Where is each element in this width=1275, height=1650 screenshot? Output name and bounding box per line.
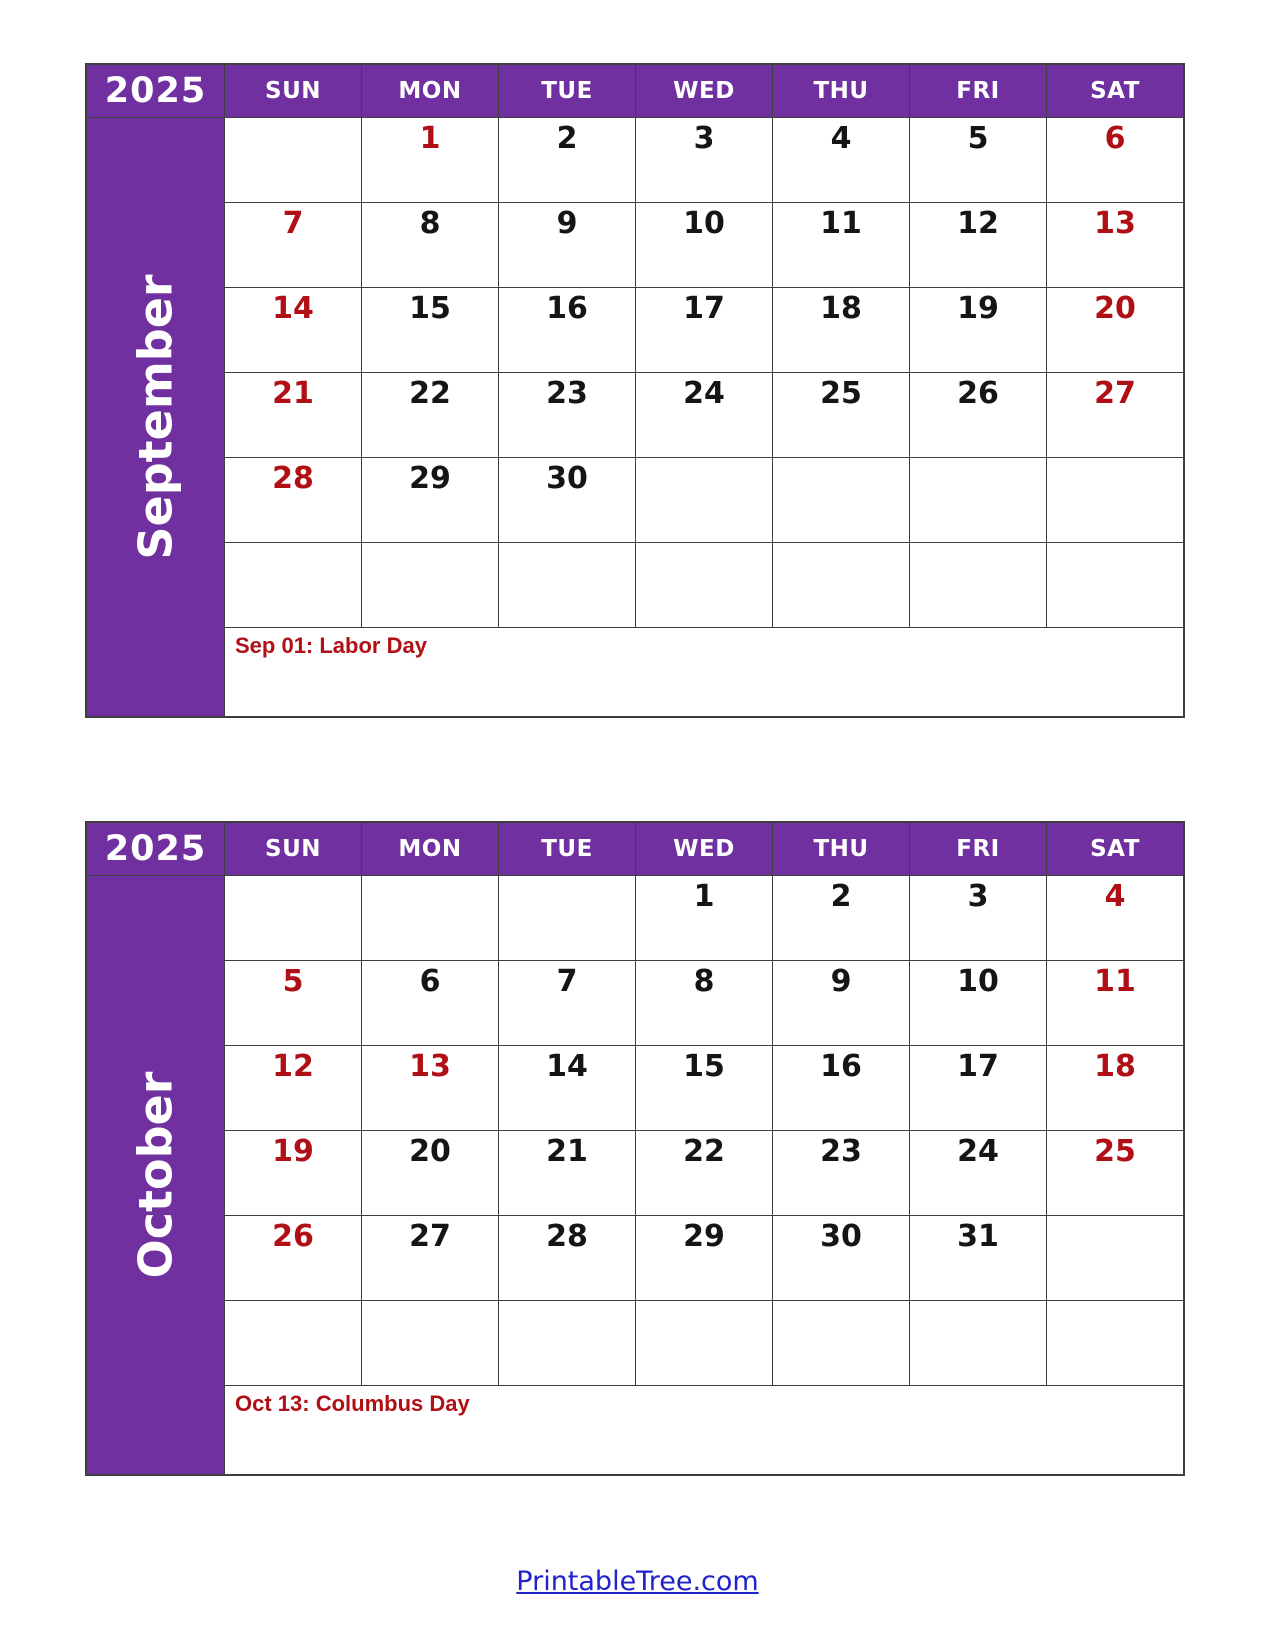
day-cell	[362, 543, 498, 627]
weekday-header-tue: TUE	[499, 65, 635, 117]
day-cell: 16	[773, 1046, 909, 1130]
weekday-header-fri: FRI	[910, 65, 1046, 117]
day-cell: 9	[499, 203, 635, 287]
day-cell: 13	[1047, 203, 1183, 287]
day-cell: 23	[499, 373, 635, 457]
day-cell: 20	[362, 1131, 498, 1215]
day-cell	[636, 458, 772, 542]
day-cell: 23	[773, 1131, 909, 1215]
month-sidebar	[87, 876, 224, 1474]
day-cell	[636, 543, 772, 627]
day-cell: 29	[362, 458, 498, 542]
month-name: September	[128, 274, 183, 560]
day-cell: 28	[499, 1216, 635, 1300]
holiday-note-cell	[225, 1386, 1183, 1474]
day-cell: 11	[1047, 961, 1183, 1045]
weekday-header-sat: SAT	[1047, 65, 1183, 117]
day-cell: 13	[362, 1046, 498, 1130]
day-cell	[499, 1301, 635, 1385]
day-cell: 29	[636, 1216, 772, 1300]
day-cell: 12	[225, 1046, 361, 1130]
day-cell: 10	[910, 961, 1046, 1045]
day-cell	[225, 876, 361, 960]
day-cell: 26	[225, 1216, 361, 1300]
day-cell: 27	[1047, 373, 1183, 457]
day-cell	[773, 458, 909, 542]
weekday-header-wed: WED	[636, 823, 772, 875]
holiday-note-cell	[225, 628, 1183, 716]
holiday-note: Sep 01: Labor Day	[235, 633, 427, 658]
day-cell: 3	[910, 876, 1046, 960]
day-cell: 31	[910, 1216, 1046, 1300]
footer-link[interactable]: PrintableTree.com	[516, 1566, 759, 1597]
footer	[0, 1566, 1275, 1597]
day-cell: 1	[362, 118, 498, 202]
day-cell	[225, 118, 361, 202]
day-cell: 19	[910, 288, 1046, 372]
day-cell	[773, 543, 909, 627]
day-cell	[362, 1301, 498, 1385]
day-cell	[362, 876, 498, 960]
day-cell: 15	[362, 288, 498, 372]
day-cell: 12	[910, 203, 1046, 287]
day-cell: 17	[636, 288, 772, 372]
day-cell: 5	[910, 118, 1046, 202]
day-cell: 10	[636, 203, 772, 287]
month-sidebar	[87, 118, 224, 716]
day-cell: 27	[362, 1216, 498, 1300]
day-cell: 2	[773, 876, 909, 960]
weekday-header-tue: TUE	[499, 823, 635, 875]
day-cell: 6	[362, 961, 498, 1045]
day-cell: 30	[499, 458, 635, 542]
day-cell: 9	[773, 961, 909, 1045]
weekday-header-mon: MON	[362, 823, 498, 875]
october-calendar	[85, 821, 1185, 1476]
september-calendar	[85, 63, 1185, 718]
day-cell: 5	[225, 961, 361, 1045]
day-cell: 7	[499, 961, 635, 1045]
day-cell: 16	[499, 288, 635, 372]
day-cell: 24	[636, 373, 772, 457]
weekday-header-sat: SAT	[1047, 823, 1183, 875]
day-cell: 14	[499, 1046, 635, 1130]
day-cell: 21	[499, 1131, 635, 1215]
weekday-header-fri: FRI	[910, 823, 1046, 875]
day-cell: 2	[499, 118, 635, 202]
year-cell: 2025	[87, 65, 224, 117]
day-cell: 18	[1047, 1046, 1183, 1130]
day-cell: 19	[225, 1131, 361, 1215]
day-cell	[499, 876, 635, 960]
year-cell: 2025	[87, 823, 224, 875]
day-cell: 28	[225, 458, 361, 542]
day-cell: 26	[910, 373, 1046, 457]
weekday-header-wed: WED	[636, 65, 772, 117]
day-cell	[225, 543, 361, 627]
day-cell: 18	[773, 288, 909, 372]
weekday-header-mon: MON	[362, 65, 498, 117]
weekday-header-thu: THU	[773, 823, 909, 875]
day-cell	[910, 458, 1046, 542]
day-cell: 30	[773, 1216, 909, 1300]
day-cell: 15	[636, 1046, 772, 1130]
day-cell: 14	[225, 288, 361, 372]
day-cell	[636, 1301, 772, 1385]
weekday-header-sun: SUN	[225, 823, 361, 875]
day-cell: 11	[773, 203, 909, 287]
day-cell: 20	[1047, 288, 1183, 372]
day-cell	[499, 543, 635, 627]
weekday-header-thu: THU	[773, 65, 909, 117]
day-cell	[1047, 543, 1183, 627]
day-cell: 4	[1047, 876, 1183, 960]
day-cell	[910, 543, 1046, 627]
weekday-header-sun: SUN	[225, 65, 361, 117]
day-cell: 4	[773, 118, 909, 202]
day-cell: 3	[636, 118, 772, 202]
day-cell: 24	[910, 1131, 1046, 1215]
day-cell: 8	[636, 961, 772, 1045]
day-cell	[773, 1301, 909, 1385]
day-cell	[225, 1301, 361, 1385]
day-cell: 22	[362, 373, 498, 457]
day-cell	[1047, 1216, 1183, 1300]
october-grid	[85, 821, 1185, 1476]
day-cell	[1047, 458, 1183, 542]
day-cell: 6	[1047, 118, 1183, 202]
day-cell: 17	[910, 1046, 1046, 1130]
day-cell: 22	[636, 1131, 772, 1215]
holiday-note: Oct 13: Columbus Day	[235, 1391, 470, 1416]
day-cell: 21	[225, 373, 361, 457]
day-cell: 8	[362, 203, 498, 287]
day-cell	[1047, 1301, 1183, 1385]
september-grid	[85, 63, 1185, 718]
day-cell: 7	[225, 203, 361, 287]
day-cell: 25	[1047, 1131, 1183, 1215]
day-cell: 1	[636, 876, 772, 960]
day-cell	[910, 1301, 1046, 1385]
month-name: October	[128, 1071, 183, 1279]
day-cell: 25	[773, 373, 909, 457]
